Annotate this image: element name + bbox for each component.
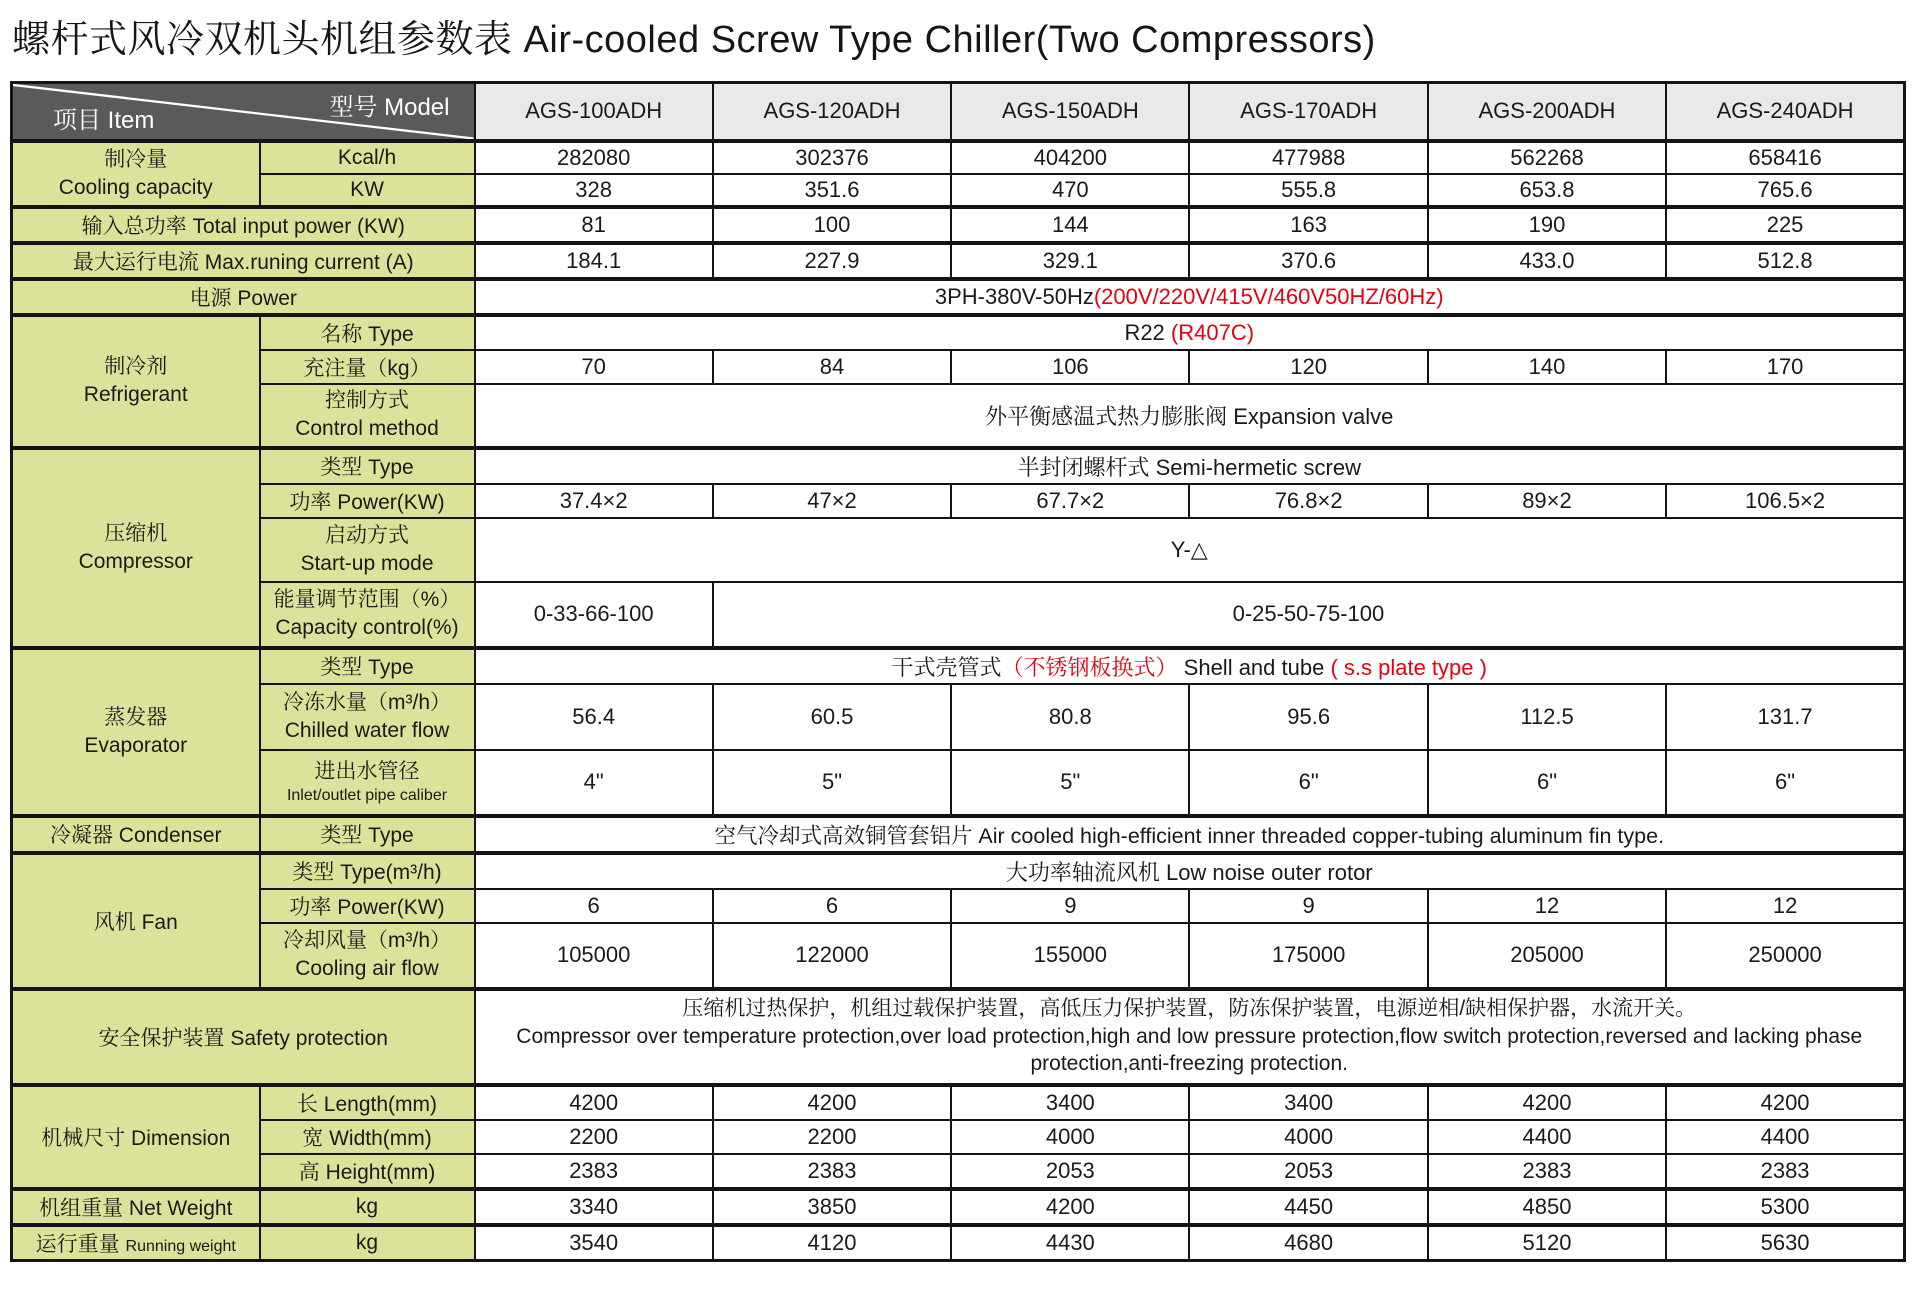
row-compressor-power xyxy=(12,484,1905,518)
refrigerant-name-main: R22 xyxy=(1124,319,1171,345)
value-cell: 205000 xyxy=(1428,923,1666,989)
value-cell: 2200 xyxy=(475,1120,713,1154)
sub-label-cooling-air-flow xyxy=(260,923,475,989)
value-cell: 3400 xyxy=(951,1085,1189,1120)
group-label-compressor xyxy=(12,448,260,648)
sub-label-zh: 启动方式 xyxy=(325,523,409,547)
value-cell: 6 xyxy=(713,889,951,923)
value-cell: 170 xyxy=(1666,350,1904,384)
value-cell: 250000 xyxy=(1666,923,1904,989)
row-cooling-air-flow xyxy=(12,923,1905,989)
value-cell: 67.7×2 xyxy=(951,484,1189,518)
value-cell: 5" xyxy=(951,750,1189,816)
model-header: AGS-100ADH xyxy=(475,83,713,141)
group-label-dimension: 机械尺寸 Dimension xyxy=(12,1085,260,1189)
value-fan-type: 大功率轴流风机 Low noise outer rotor xyxy=(475,853,1905,889)
value-cell: 122000 xyxy=(713,923,951,989)
row-dimension-length xyxy=(12,1085,1905,1120)
sub-label-height: 高 Height(mm) xyxy=(260,1154,475,1189)
value-cell: 5300 xyxy=(1666,1189,1904,1225)
value-cell: 282080 xyxy=(475,141,713,174)
safety-text-zh: 压缩机过热保护，机组过载保护装置，高低压力保护装置，防冻保护装置，电源逆相/缺相保护器，水流开关。 xyxy=(682,996,1697,1020)
value-cell: 106 xyxy=(951,350,1189,384)
sub-label-compressor-power: 功率 Power(KW) xyxy=(260,484,475,518)
model-header: AGS-200ADH xyxy=(1428,83,1666,141)
value-cell: 653.8 xyxy=(1428,174,1666,207)
value-cell: 144 xyxy=(951,207,1189,243)
value-cell: 56.4 xyxy=(475,684,713,750)
row-condenser xyxy=(12,816,1905,853)
label-power-supply: 电源 Power xyxy=(12,279,475,315)
value-cell: 2053 xyxy=(951,1154,1189,1189)
model-header: AGS-150ADH xyxy=(951,83,1189,141)
value-cell: 225 xyxy=(1666,207,1904,243)
row-dimension-width xyxy=(12,1120,1905,1154)
power-supply-options: (200V/220V/415V/460V50HZ/60Hz) xyxy=(1093,283,1444,309)
value-cell: 302376 xyxy=(713,141,951,174)
diagonal-header-cell xyxy=(12,83,475,141)
value-cell: 4850 xyxy=(1428,1189,1666,1225)
sub-label-net-weight-unit: kg xyxy=(260,1189,475,1225)
value-cell: 2053 xyxy=(1189,1154,1427,1189)
sub-label-compressor-type: 类型 Type xyxy=(260,448,475,484)
sub-label-width: 宽 Width(mm) xyxy=(260,1120,475,1154)
model-axis-label: 型号 Model xyxy=(329,94,450,121)
value-capacity-first: 0-33-66-100 xyxy=(475,582,713,648)
value-cell: 4200 xyxy=(1666,1085,1904,1120)
value-cell: 37.4×2 xyxy=(475,484,713,518)
row-dimension-height xyxy=(12,1154,1905,1189)
value-cell: 328 xyxy=(475,174,713,207)
row-startup-mode xyxy=(12,518,1905,582)
sub-label-kw: KW xyxy=(260,174,475,207)
value-cell: 81 xyxy=(475,207,713,243)
sub-label-capacity-control xyxy=(260,582,475,648)
value-cell: 3340 xyxy=(475,1189,713,1225)
row-cooling-kcal xyxy=(12,141,1905,174)
evap-type-zh-red: （不锈钢板换式） xyxy=(1001,654,1178,680)
value-cell: 12 xyxy=(1428,889,1666,923)
group-label-refrigerant xyxy=(12,315,260,448)
sub-label-en: Control method xyxy=(295,417,439,440)
label-net-weight: 机组重量 Net Weight xyxy=(12,1189,260,1225)
value-cell: 6" xyxy=(1428,750,1666,816)
value-cell: 3540 xyxy=(475,1225,713,1261)
row-cooling-kw xyxy=(12,174,1905,207)
sub-label-length: 长 Length(mm) xyxy=(260,1085,475,1120)
value-cell: 404200 xyxy=(951,141,1189,174)
value-cell: 658416 xyxy=(1666,141,1904,174)
row-running-weight xyxy=(12,1225,1905,1261)
row-compressor-type xyxy=(12,448,1905,484)
value-cell: 105000 xyxy=(475,923,713,989)
sub-label-startup-mode xyxy=(260,518,475,582)
sub-label-en: Capacity control(%) xyxy=(275,616,459,639)
label-running-weight-en: Running weight xyxy=(125,1237,236,1255)
value-cell: 4200 xyxy=(951,1189,1189,1225)
value-control-method: 外平衡感温式热力膨胀阀 Expansion valve xyxy=(475,384,1905,448)
label-total-input-power: 输入总功率 Total input power (KW) xyxy=(12,207,475,243)
value-cell: 2383 xyxy=(1428,1154,1666,1189)
value-cell: 2200 xyxy=(713,1120,951,1154)
value-cell: 2383 xyxy=(1666,1154,1904,1189)
row-pipe-caliber xyxy=(12,750,1905,816)
value-cell: 2383 xyxy=(713,1154,951,1189)
value-cell: 6 xyxy=(475,889,713,923)
value-cell: 470 xyxy=(951,174,1189,207)
value-cell: 6" xyxy=(1189,750,1427,816)
value-capacity-rest: 0-25-50-75-100 xyxy=(713,582,1905,648)
value-cell: 184.1 xyxy=(475,243,713,279)
evap-type-en: Shell and tube xyxy=(1177,654,1331,680)
sub-label-condenser-type: 类型 Type xyxy=(260,816,475,853)
value-cell: 4120 xyxy=(713,1225,951,1261)
group-label-evaporator xyxy=(12,648,260,816)
sub-label-running-weight-unit: kg xyxy=(260,1225,475,1261)
group-label-en: Evaporator xyxy=(84,733,188,757)
value-cell: 140 xyxy=(1428,350,1666,384)
value-cell: 3850 xyxy=(713,1189,951,1225)
value-cell: 227.9 xyxy=(713,243,951,279)
sub-label-pipe-caliber xyxy=(260,750,475,816)
model-header: AGS-170ADH xyxy=(1189,83,1427,141)
sub-label-zh: 进出水管径 xyxy=(314,759,420,783)
value-cell: 100 xyxy=(713,207,951,243)
value-cell: 95.6 xyxy=(1189,684,1427,750)
value-cell: 3400 xyxy=(1189,1085,1427,1120)
value-cell: 5" xyxy=(713,750,951,816)
value-cell: 4450 xyxy=(1189,1189,1427,1225)
value-cell: 106.5×2 xyxy=(1666,484,1904,518)
value-cell: 433.0 xyxy=(1428,243,1666,279)
row-net-weight xyxy=(12,1189,1905,1225)
value-compressor-type: 半封闭螺杆式 Semi-hermetic screw xyxy=(475,448,1905,484)
sub-label-kcal: Kcal/h xyxy=(260,141,475,174)
sub-label-fan-type: 类型 Type(m³/h) xyxy=(260,853,475,889)
value-cell: 4" xyxy=(475,750,713,816)
value-cell: 5120 xyxy=(1428,1225,1666,1261)
value-cell: 60.5 xyxy=(713,684,951,750)
value-cell: 9 xyxy=(951,889,1189,923)
label-safety-protection: 安全保护装置 Safety protection xyxy=(12,989,475,1085)
value-cell: 329.1 xyxy=(951,243,1189,279)
table-header-row xyxy=(12,83,1905,141)
value-cell: 9 xyxy=(1189,889,1427,923)
group-label-zh: 制冷剂 xyxy=(104,355,168,379)
row-fan-power xyxy=(12,889,1905,923)
value-cell: 4000 xyxy=(1189,1120,1427,1154)
row-refrigerant-charge xyxy=(12,350,1905,384)
model-header: AGS-240ADH xyxy=(1666,83,1904,141)
row-chilled-water-flow xyxy=(12,684,1905,750)
value-cell: 4200 xyxy=(475,1085,713,1120)
label-max-running-current: 最大运行电流 Max.runing current (A) xyxy=(12,243,475,279)
group-label-zh: 蒸发器 xyxy=(104,705,168,729)
safety-text-en: Compressor over temperature protection,over load protection,high and low pressure protection,flow switch protection,reversed and lacking phase protection,anti-freezing protection. xyxy=(516,1024,1863,1076)
value-cell: 131.7 xyxy=(1666,684,1904,750)
sub-label-fan-power: 功率 Power(KW) xyxy=(260,889,475,923)
spec-table xyxy=(10,81,1906,1262)
value-cell: 89×2 xyxy=(1428,484,1666,518)
value-cell: 370.6 xyxy=(1189,243,1427,279)
value-cell: 2383 xyxy=(475,1154,713,1189)
value-cell: 512.8 xyxy=(1666,243,1904,279)
group-label-zh: 压缩机 xyxy=(104,521,168,545)
value-cell: 155000 xyxy=(951,923,1189,989)
value-cell: 70 xyxy=(475,350,713,384)
sub-label-charge: 充注量（kg） xyxy=(260,350,475,384)
value-refrigerant-name xyxy=(475,315,1905,350)
sub-label-en: Start-up mode xyxy=(300,551,434,575)
value-cell: 190 xyxy=(1428,207,1666,243)
page-title: 螺杆式风冷双机头机组参数表 Air-cooled Screw Type Chiller(Two Compressors) xyxy=(12,19,1376,61)
value-cell: 4430 xyxy=(951,1225,1189,1261)
row-fan-type xyxy=(12,853,1905,889)
group-label-en: Refrigerant xyxy=(83,383,188,406)
value-cell: 4000 xyxy=(951,1120,1189,1154)
value-cell: 4680 xyxy=(1189,1225,1427,1261)
row-total-input-power xyxy=(12,207,1905,243)
sub-label-en: Cooling air flow xyxy=(295,957,439,980)
sub-label-refrigerant-name: 名称 Type xyxy=(260,315,475,350)
sub-label-control-method xyxy=(260,384,475,448)
sub-label-zh: 能量调节范围（%） xyxy=(273,588,461,612)
value-cell: 555.8 xyxy=(1189,174,1427,207)
row-power-supply xyxy=(12,279,1905,315)
value-cell: 477988 xyxy=(1189,141,1427,174)
value-safety-protection xyxy=(475,989,1905,1085)
value-cell: 765.6 xyxy=(1666,174,1904,207)
value-cell: 47×2 xyxy=(713,484,951,518)
item-axis-label: 项目 Item xyxy=(53,106,155,134)
sub-label-en: Inlet/outlet pipe caliber xyxy=(286,787,448,805)
value-cell: 351.6 xyxy=(713,174,951,207)
sub-label-en: Chilled water flow xyxy=(284,718,450,742)
group-label-en: Compressor xyxy=(78,549,193,573)
row-safety-protection xyxy=(12,989,1905,1085)
label-condenser: 冷凝器 Condenser xyxy=(12,816,260,853)
row-control-method xyxy=(12,384,1905,448)
row-max-running-current xyxy=(12,243,1905,279)
row-refrigerant-name xyxy=(12,315,1905,350)
label-running-weight xyxy=(12,1225,260,1261)
power-supply-main: 3PH-380V-50Hz xyxy=(934,283,1094,309)
group-label-cooling-capacity xyxy=(12,141,260,207)
value-cell: 4200 xyxy=(713,1085,951,1120)
value-power-supply xyxy=(475,279,1905,315)
value-cell: 6" xyxy=(1666,750,1904,816)
group-label-zh: 制冷量 xyxy=(104,147,168,171)
value-cell: 120 xyxy=(1189,350,1427,384)
value-cell: 76.8×2 xyxy=(1189,484,1427,518)
value-cell: 4200 xyxy=(1428,1085,1666,1120)
evap-type-en-red: ( s.s plate type ) xyxy=(1330,654,1487,680)
sub-label-zh: 冷却风量（m³/h） xyxy=(283,929,451,953)
row-capacity-control xyxy=(12,582,1905,648)
group-label-en: Cooling capacity xyxy=(58,175,213,199)
model-header: AGS-120ADH xyxy=(713,83,951,141)
refrigerant-name-alt: (R407C) xyxy=(1170,319,1255,345)
label-running-weight-zh: 运行重量 xyxy=(35,1232,126,1256)
sub-label-zh: 冷冻水量（m³/h） xyxy=(283,690,451,714)
value-cell: 80.8 xyxy=(951,684,1189,750)
value-cell: 84 xyxy=(713,350,951,384)
sub-label-zh: 控制方式 xyxy=(325,389,409,413)
value-cell: 4400 xyxy=(1666,1120,1904,1154)
value-cell: 163 xyxy=(1189,207,1427,243)
sub-label-chilled-water-flow xyxy=(260,684,475,750)
value-cell: 5630 xyxy=(1666,1225,1904,1261)
row-evaporator-type xyxy=(12,648,1905,684)
value-startup-mode: Y-△ xyxy=(475,518,1905,582)
sub-label-evaporator-type: 类型 Type xyxy=(260,648,475,684)
value-cell: 562268 xyxy=(1428,141,1666,174)
value-condenser-type: 空气冷却式高效铜管套铝片 Air cooled high-efficient inner threaded copper-tubing aluminum fin type. xyxy=(475,816,1905,853)
value-cell: 4400 xyxy=(1428,1120,1666,1154)
evap-type-zh: 干式壳管式 xyxy=(891,654,1002,680)
value-cell: 112.5 xyxy=(1428,684,1666,750)
group-label-fan: 风机 Fan xyxy=(12,853,260,989)
value-evaporator-type xyxy=(475,648,1905,684)
value-cell: 175000 xyxy=(1189,923,1427,989)
value-cell: 12 xyxy=(1666,889,1904,923)
